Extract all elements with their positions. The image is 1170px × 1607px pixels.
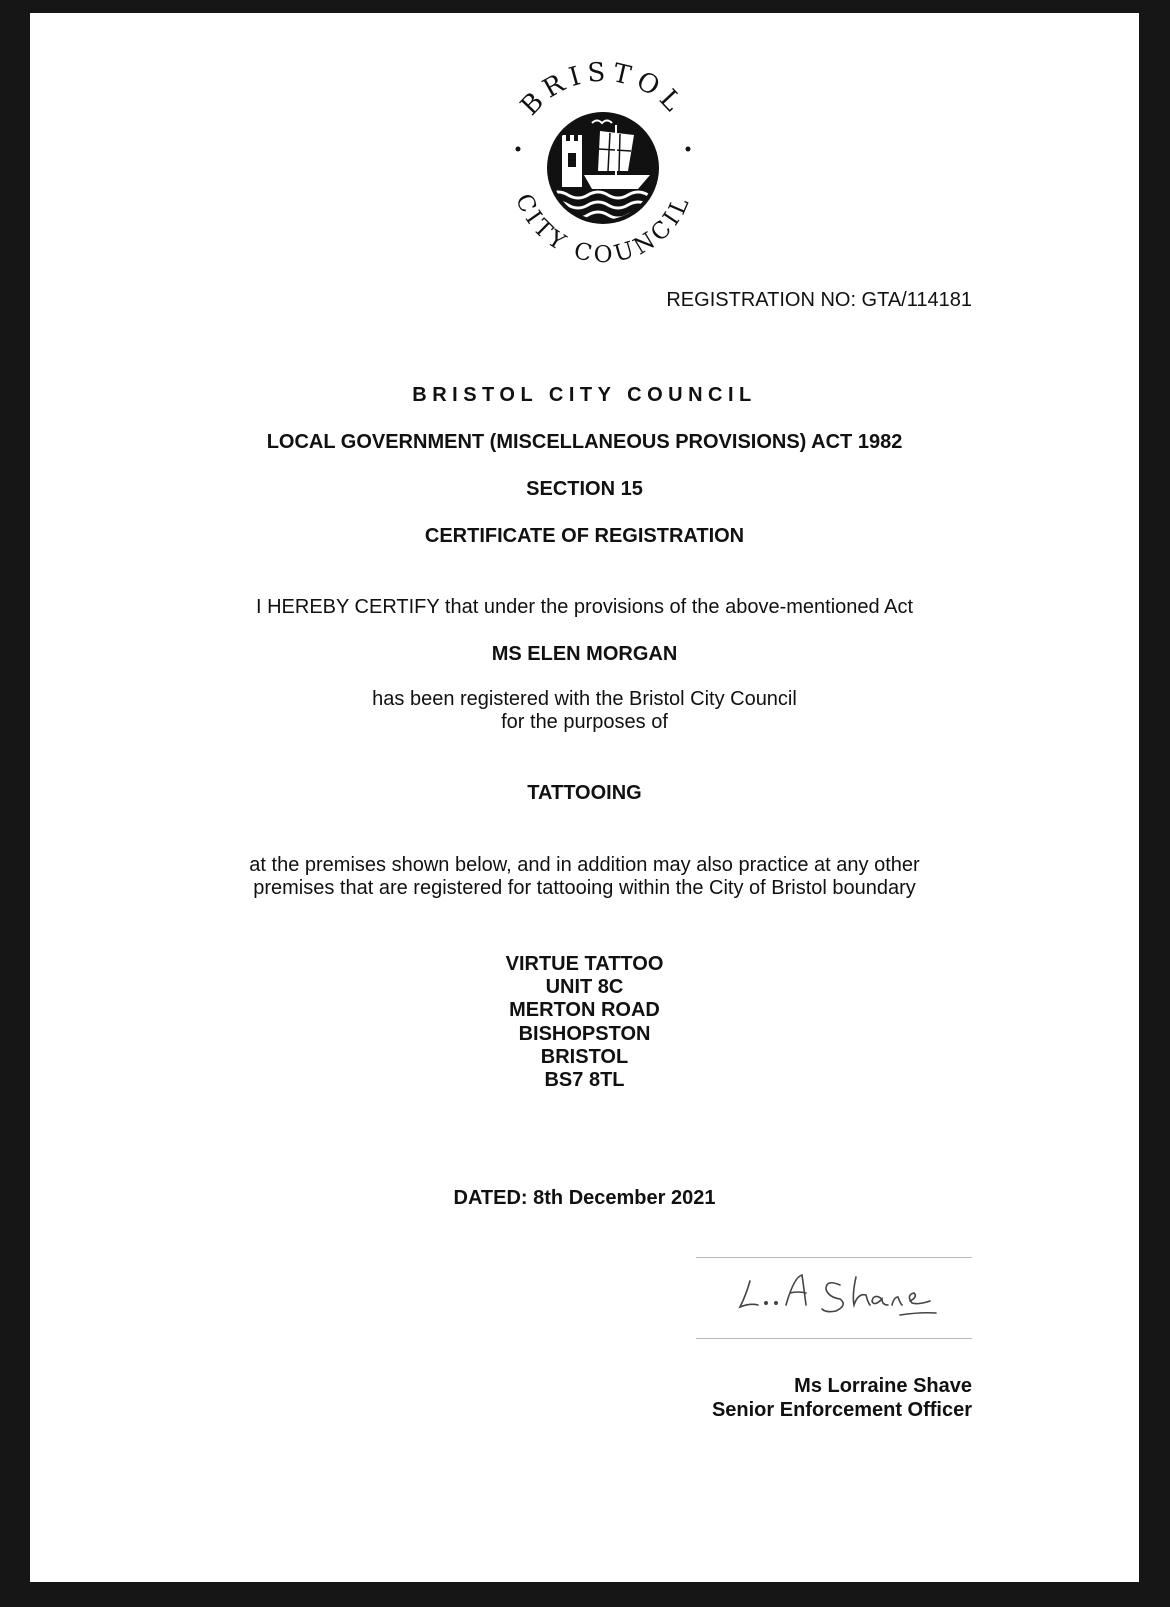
certificate-page xyxy=(30,13,1139,1582)
council-heading: BRISTOL CITY COUNCIL xyxy=(412,384,757,406)
signature-rule-top xyxy=(696,1257,972,1258)
address-line: BRISTOL xyxy=(540,1045,629,1068)
date-issued: DATED: 8th December 2021 xyxy=(453,1187,716,1209)
certificate-title: CERTIFICATE OF REGISTRATION xyxy=(424,525,745,547)
address-line: VIRTUE TATTOO xyxy=(505,953,664,975)
premises-statement xyxy=(30,854,1139,900)
registered-line-1: has been registered with the Bristol City Council xyxy=(372,688,797,710)
svg-text:BRISTOL xyxy=(515,58,691,122)
registered-line-2: for the purposes of xyxy=(501,711,668,733)
registered-statement xyxy=(30,688,1139,734)
officer-name: Ms Lorraine Shave xyxy=(794,1375,972,1397)
premises-line-2: premises that are registered for tattooing within the City of Bristol boundary xyxy=(253,877,916,899)
logo-text-top: BRISTOL xyxy=(515,57,691,122)
bristol-city-council-logo xyxy=(488,53,718,283)
registration-number: REGISTRATION NO: GTA/114181 xyxy=(666,289,972,311)
registration-purpose: TATTOOING xyxy=(527,782,642,804)
premises-line-1: at the premises shown below, and in addition may also practice at any other xyxy=(249,854,920,876)
handwritten-signature xyxy=(720,1263,960,1333)
logo-text-bottom: CITY COUNCIL xyxy=(510,190,696,269)
signature-rule-bottom xyxy=(696,1338,972,1339)
address-line: MERTON ROAD xyxy=(509,999,660,1022)
address-line: BISHOPSTON xyxy=(518,1022,651,1045)
address-line: BS7 8TL xyxy=(544,1069,625,1092)
section-heading: SECTION 15 xyxy=(526,478,643,500)
address-line: UNIT 8C xyxy=(545,976,624,999)
registrant-name: MS ELEN MORGAN xyxy=(491,643,678,665)
act-heading: LOCAL GOVERNMENT (MISCELLANEOUS PROVISIONS) ACT 1982 xyxy=(266,431,903,453)
premises-address xyxy=(30,953,1139,1092)
certify-statement: I HEREBY CERTIFY that under the provisions of the above-mentioned Act xyxy=(255,596,914,618)
officer-title: Senior Enforcement Officer xyxy=(711,1399,972,1421)
signing-officer xyxy=(712,1374,972,1422)
